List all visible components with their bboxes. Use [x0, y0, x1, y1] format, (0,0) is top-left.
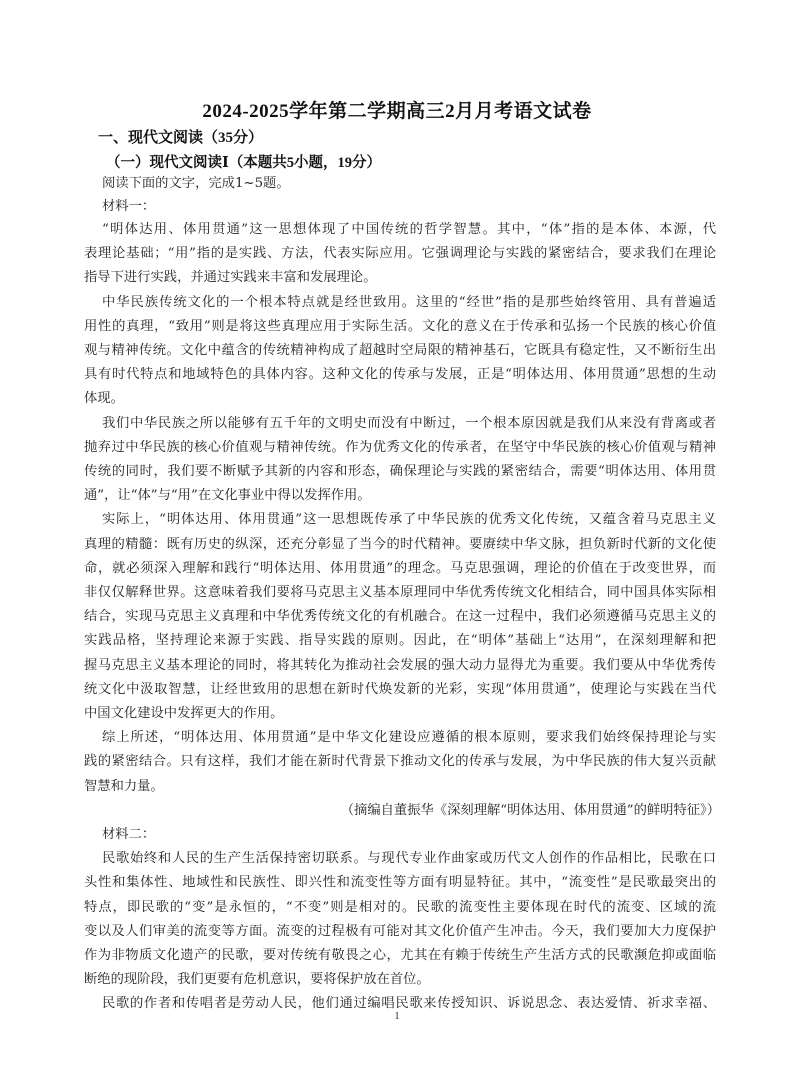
paragraph-line: 中华民族传统文化的一个根本特点就是经世致用。这里的“经世”指的是那些始终管用、具有普遍适 [102, 294, 716, 310]
paragraph-line: 我们中华民族之所以能够有五千年的文明史而没有中断过，一个根本原因就是我们从来没有背离或者 [102, 415, 716, 431]
page-number: 1 [394, 1010, 400, 1022]
paragraph-line: 握马克思主义基本理论的同时，将其转化为推动社会发展的强大动力显得尤为重要。我们要从中华优秀传 [84, 657, 716, 673]
paragraph-line: 具有时代特点和地域特色的具体内容。这种文化的传承与发展，正是“明体达用、体用贯通”思想的生动 [84, 367, 716, 383]
section-heading: 一、现代文阅读（35分） [98, 130, 264, 146]
paragraph-line: 结合，实现马克思主义真理和中华优秀传统文化的有机融合。在这一过程中，我们必须遵循马克思主义的 [84, 609, 716, 625]
paragraph-line: 民歌的作者和传唱者是劳动人民，他们通过编唱民歌来传授知识、诉说思念、表达爱情、祈求幸福、 [102, 996, 716, 1012]
paragraph-line: 用性的真理，“致用”则是将这些真理应用于实际生活。文化的意义在于传承和弘扬一个民族的核心价值 [84, 318, 716, 334]
paragraph-line: 真理的精髓：既有历史的纵深，还充分彰显了当今的时代精神。要赓续中华文脉，担负新时代新的文化使 [84, 536, 716, 552]
paragraph-line: 中国文化建设中发挥更大的作用。 [84, 706, 284, 721]
paragraph-line: 断绝的现阶段，我们更要有危机意识，要将保护放在首位。 [84, 972, 430, 988]
paragraph-line: 表理论基础；“用”指的是实践、方法，代表实际应用。它强调理论与实践的紧密结合，要求我们在理论 [84, 246, 716, 262]
paragraph-line: 变以及人们审美的流变等方面。流变的过程极有可能对其文化价值产生冲击。今天，我们要加大力度保护 [84, 923, 716, 939]
paragraph-line: 综上所述，“明体达用、体用贯通”是中华文化建设应遵循的根本原则，要求我们始终保持理论与实 [102, 730, 716, 746]
page-title: 2024-2025学年第二学期高三2月月考语文试卷 [202, 101, 592, 122]
paragraph-line: 非仅仅解释世界。这意味着我们要将马克思主义基本原理同中华优秀传统文化相结合，同中国具体实际相 [84, 585, 716, 600]
paragraph-line: 传统的同时，我们要不断赋予其新的内容和形态，确保理论与实践的紧密结合，需要“明体达用、体用贯 [84, 464, 716, 479]
paragraph-line: 实际上，“明体达用、体用贯通”这一思想既传承了中华民族的优秀文化传统，又蕴含着马克思主义 [102, 512, 716, 528]
paragraph-line: 统文化中汲取智慧，让经世致用的思想在新时代焕发新的光彩，实现“体用贯通”，使理论与实践在当代 [84, 681, 716, 697]
paragraph-line: 抛弃过中华民族的核心价值观与精神传统。作为优秀文化的传承者，在坚守中华民族的核心价值观与精神 [84, 439, 716, 455]
paragraph-line: 作为非物质文化遗产的民歌，要对传统有敬畏之心，尤其在有赖于传统生产生活方式的民歌濒危抑或面临 [84, 948, 716, 963]
paragraph-line: 民歌始终和人民的生产生活保持密切联系。与现代专业作曲家或历代文人创作的作品相比，民歌在口 [102, 851, 716, 867]
paragraph-line: 观与精神传统。文化中蕴含的传统精神构成了超越时空局限的精神基石，它既具有稳定性，又不断衍生出 [84, 343, 716, 358]
paragraph-line: 践的紧密结合。只有这样，我们才能在新时代背景下推动文化的传承与发展，为中华民族的伟大复兴贡献 [84, 754, 716, 770]
paragraph-line: “明体达用、体用贯通”这一思想体现了中国传统的哲学智慧。其中，“体”指的是本体、本源，代 [102, 222, 716, 237]
paragraph-line: 特点，即民歌的“变”是永恒的，“不变”则是相对的。民歌的流变性主要体现在时代的流变、区域的流 [84, 899, 716, 915]
material1-label: 材料一： [102, 199, 156, 214]
subsection-heading: （一）现代文阅读Ⅰ（本题共5小题，19分） [106, 155, 382, 171]
paragraph-line: 通”，让“体”与“用”在文化事业中得以发挥作用。 [84, 488, 371, 504]
citation: （摘编自董振华《深刻理解“明体达用、体用贯通”的鲜明特征》） [340, 802, 720, 818]
material2-label: 材料二： [102, 827, 156, 842]
paragraph-line: 智慧和力量。 [84, 778, 164, 794]
paragraph-line: 指导下进行实践，并通过实践来丰富和发展理论。 [84, 270, 377, 286]
paragraph-line: 头性和集体性、地域性和民族性、即兴性和流变性等方面有明显特征。其中，“流变性”是民歌最突出的 [84, 875, 716, 891]
instruction-text: 阅读下面的文字，完成1~5题。 [102, 176, 290, 191]
paragraph-line: 命，就必须深入理解和践行“明体达用、体用贯通”的理念。马克思强调，理论的价值在于改变世界，而 [84, 560, 716, 576]
paragraph-line: 实践品格，坚持理论来源于实践、指导实践的原则。因此，在“明体”基础上“达用”，在深刻理解和把 [84, 633, 716, 649]
paragraph-line: 体现。 [84, 391, 124, 407]
